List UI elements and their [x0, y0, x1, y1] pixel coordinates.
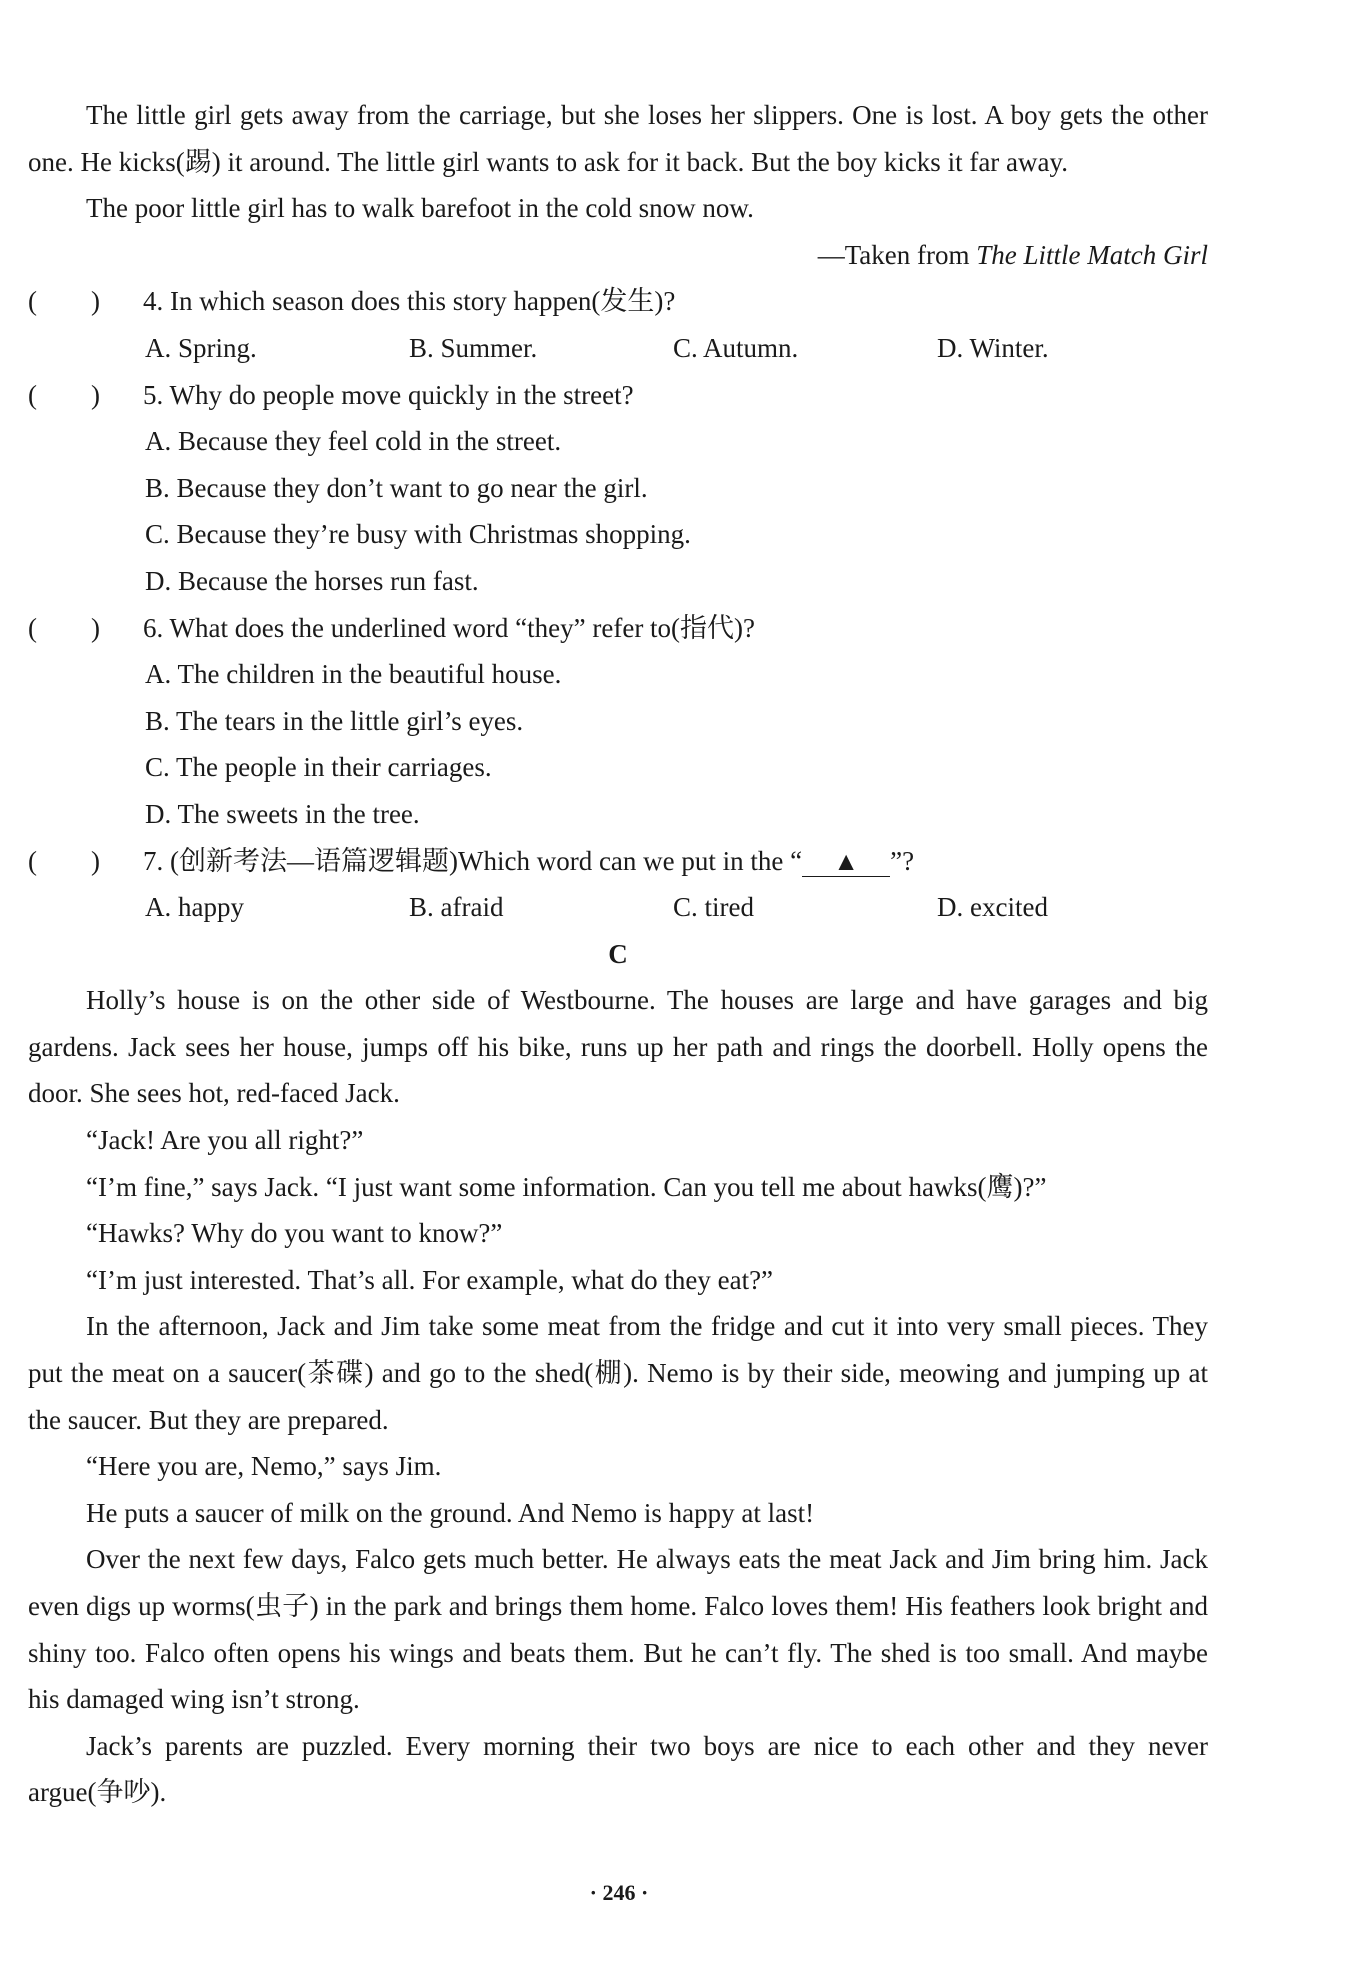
question-6-stem: 6. What does the underlined word “they” refer to(指代)? [143, 612, 756, 643]
option-c: C. The people in their carriages. [145, 752, 492, 783]
question-5-stem: 5. Why do people move quickly in the street? [143, 379, 634, 410]
option-a: A. Spring. [145, 332, 257, 363]
option-b: B. Summer. [409, 332, 538, 363]
question-6 [28, 605, 1208, 652]
option-d: D. The sweets in the tree. [145, 798, 420, 829]
option-d: D. Because the horses run fast. [145, 565, 479, 596]
page-number: · 246 · [589, 1880, 649, 1905]
page-content [28, 92, 1208, 1816]
section-c-paragraph: “I’m fine,” says Jack. “I just want some information. Can you tell me about hawks(鹰)?” [86, 1171, 1047, 1202]
story-source [28, 232, 1208, 279]
question-4 [28, 278, 1208, 325]
option-d: D. excited [937, 892, 1048, 923]
question-4-options [28, 325, 1208, 372]
question-4-stem: 4. In which season does this story happen(发生)? [143, 286, 676, 317]
option-d: D. Winter. [937, 332, 1049, 363]
option-a: A. Because they feel cold in the street. [145, 426, 562, 457]
source-prefix: —Taken from [817, 239, 977, 270]
option-a: A. happy [145, 892, 244, 923]
story-b-paragraph-2: The poor little girl has to walk barefoot in the cold snow now. [86, 193, 754, 224]
option-c: C. Autumn. [673, 332, 799, 363]
section-c-paragraph: Jack’s parents are puzzled. Every morning their two boys are nice to each other and they never argue(争吵). [28, 1730, 1208, 1808]
answer-blank[interactable]: ( ) [28, 286, 100, 317]
question-5 [28, 372, 1208, 419]
option-c: C. Because they’re busy with Christmas shopping. [145, 519, 691, 550]
answer-blank[interactable]: ( ) [28, 379, 100, 410]
section-c-paragraph: Over the next few days, Falco gets much better. He always eats the meat Jack and Jim bring him. Jack even digs up worms(虫子) in the park and brings them home. Falco loves them! His feathers look bright and shiny too. Falco often opens his wings and beats them. But he can’t fly. The shed is too small. And maybe his damaged wing isn’t strong. [28, 1544, 1208, 1715]
section-c-paragraph: Holly’s house is on the other side of Westbourne. The houses are large and have garages and big gardens. Jack sees her house, jumps off his bike, runs up her path and rings the doorbell. Holly opens the door. She sees hot, red-faced Jack. [28, 985, 1208, 1109]
section-c-paragraph: “Hawks? Why do you want to know?” [86, 1218, 503, 1249]
section-c-paragraph: “Here you are, Nemo,” says Jim. [86, 1451, 442, 1482]
option-b: B. afraid [409, 892, 504, 923]
question-7-options [28, 884, 1208, 931]
section-c-title: C [608, 938, 628, 969]
option-c: C. tired [673, 892, 754, 923]
section-c-paragraph: “Jack! Are you all right?” [86, 1125, 364, 1156]
section-c-paragraph: In the afternoon, Jack and Jim take some meat from the fridge and cut it into very small pieces. They put the meat on a saucer(茶碟) and go to the shed(棚). Nemo is by their side, meowing and jumping up at the saucer. But they are prepared. [28, 1311, 1208, 1435]
source-title: The Little Match Girl [976, 239, 1208, 270]
section-c-paragraph: “I’m just interested. That’s all. For example, what do they eat?” [86, 1264, 774, 1295]
answer-blank[interactable]: ( ) [28, 612, 100, 643]
option-b: B. Because they don’t want to go near the girl. [145, 472, 648, 503]
option-a: A. The children in the beautiful house. [145, 659, 562, 690]
triangle-blank-icon: ▲ [802, 848, 890, 877]
question-7-stem-end: ”? [890, 845, 915, 876]
option-b: B. The tears in the little girl’s eyes. [145, 705, 524, 736]
answer-blank[interactable]: ( ) [28, 845, 100, 876]
question-7 [28, 838, 1208, 885]
section-c-paragraph: He puts a saucer of milk on the ground. And Nemo is happy at last! [86, 1497, 815, 1528]
story-b-paragraph-1: The little girl gets away from the carriage, but she loses her slippers. One is lost. A boy gets the other one. He kicks(踢) it around. The little girl wants to ask for it back. But the boy kicks it far away. [28, 100, 1208, 177]
question-7-stem-start: 7. (创新考法—语篇逻辑题)Which word can we put in the “ [143, 845, 803, 876]
